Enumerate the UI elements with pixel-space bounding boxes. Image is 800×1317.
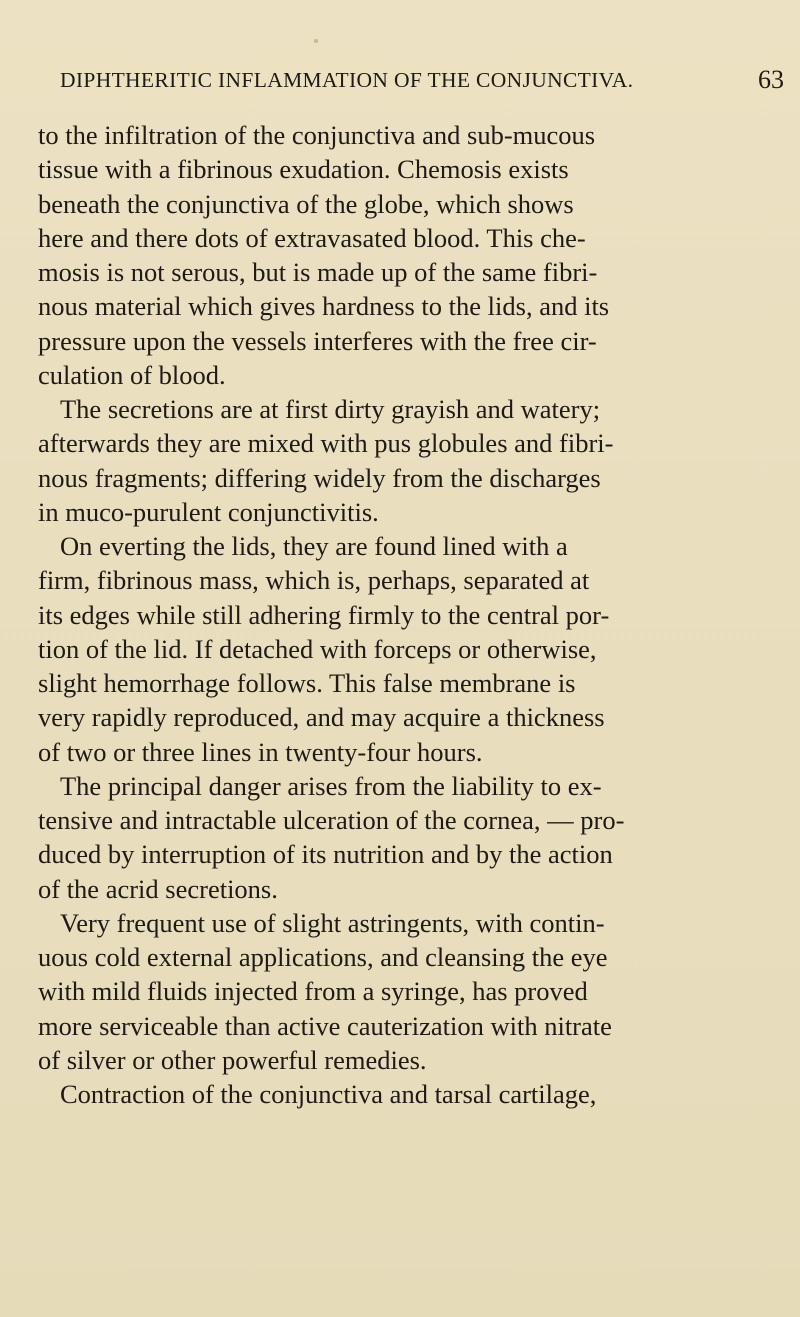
running-head: DIPHTHERITIC INFLAMMATION OF THE CONJUNCTIVA. xyxy=(60,68,634,92)
text-line: culation of blood. xyxy=(38,359,226,390)
text-line: afterwards they are mixed with pus globules and fibri- xyxy=(38,428,614,459)
text-line: mosis is not serous, but is made up of the same fibri- xyxy=(38,257,598,287)
text-line: nous fragments; differing widely from the discharges xyxy=(38,462,601,493)
text-line: duced by interruption of its nutrition and by the action xyxy=(38,839,613,870)
text-line: tion of the lid. If detached with forceps or otherwise, xyxy=(38,633,597,664)
paragraph-first-line: Very frequent use of slight astringents, with contin- xyxy=(60,907,605,938)
paragraph-first-line: Contraction of the conjunctiva and tarsal cartilage, xyxy=(60,1079,597,1109)
text-line: more serviceable than active cauterization with nitrate xyxy=(38,1010,612,1041)
paragraph-first-line: On everting the lids, they are found lined with a xyxy=(60,531,568,561)
text-line: slight hemorrhage follows. This false membrane is xyxy=(38,668,576,698)
page-number: 63 xyxy=(758,65,784,94)
text-line: of the acrid secretions. xyxy=(38,873,278,904)
body-text xyxy=(38,118,798,1111)
text-line: tissue with a fibrinous exudation. Chemosis exists xyxy=(38,154,569,185)
print-speck xyxy=(314,39,318,43)
text-line: nous material which gives hardness to the lids, and its xyxy=(38,291,610,322)
text-line: uous cold external applications, and cleansing the eye xyxy=(38,942,608,972)
text-line: beneath the conjunctiva of the globe, which shows xyxy=(38,188,574,219)
text-line: of two or three lines in twenty-four hours. xyxy=(38,736,483,767)
text-line: tensive and intractable ulceration of the cornea, — pro- xyxy=(38,805,625,835)
text-line: firm, fibrinous mass, which is, perhaps, separated at xyxy=(38,565,590,596)
paragraph-first-line: The principal danger arises from the liability to ex- xyxy=(60,770,602,801)
text-line: its edges while still adhering firmly to the central por- xyxy=(38,599,610,630)
paragraph-first-line: The secretions are at first dirty grayish and watery; xyxy=(60,394,601,424)
text-line: pressure upon the vessels interferes with the free cir- xyxy=(38,325,597,356)
text-line: to the infiltration of the conjunctiva and sub-mucous xyxy=(38,120,596,150)
page-header xyxy=(60,65,786,102)
text-line: of silver or other powerful remedies. xyxy=(38,1044,427,1075)
text-line: in muco-purulent conjunctivitis. xyxy=(38,496,379,527)
text-line: with mild fluids injected from a syringe, has proved xyxy=(38,976,588,1007)
text-line: here and there dots of extravasated blood. This che- xyxy=(38,222,586,253)
text-line: very rapidly reproduced, and may acquire a thickness xyxy=(38,702,605,733)
